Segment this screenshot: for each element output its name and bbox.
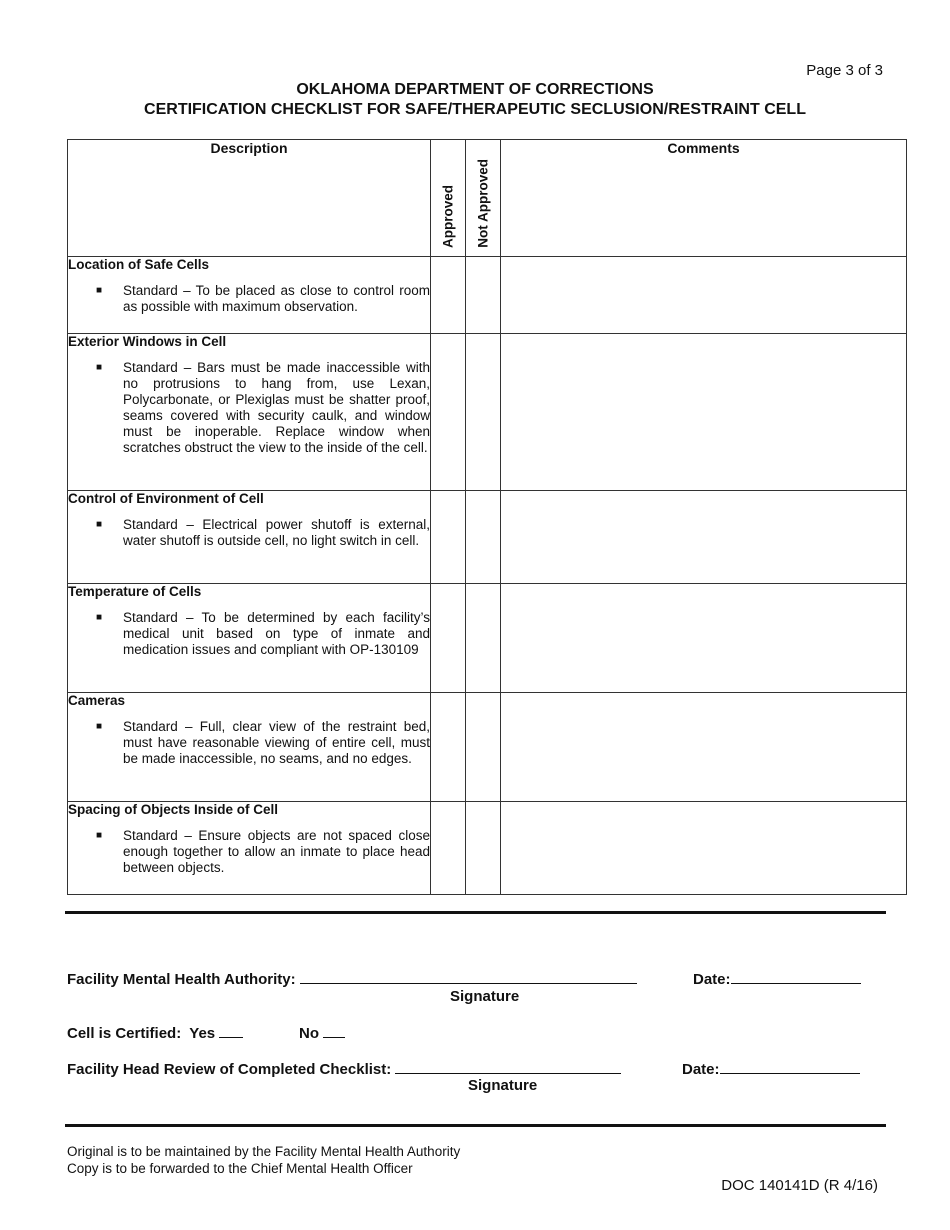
comments-cell[interactable] [501, 802, 907, 895]
approved-checkbox-cell[interactable] [431, 802, 466, 895]
approved-checkbox-cell[interactable] [431, 491, 466, 584]
not-approved-checkbox-cell[interactable] [466, 584, 501, 693]
description-header: Description [68, 140, 431, 257]
approved-checkbox-cell[interactable] [431, 334, 466, 491]
comments-header: Comments [501, 140, 907, 257]
description-cell [68, 257, 431, 334]
yes-label: Yes [189, 1025, 216, 1042]
row-standard: Standard – Electrical power shutoff is external, water shutoff is outside cell, no light switch in cell. [123, 517, 430, 548]
row-standard: Standard – To be determined by each facility’s medical unit based on type of inmate and medication issues and compliant with OP-130109 [123, 610, 430, 657]
bullet-icon: ■ [96, 285, 103, 296]
not-approved-checkbox-cell[interactable] [466, 491, 501, 584]
head-review-signature-caption: Signature [468, 1077, 538, 1094]
table-row [68, 334, 907, 491]
description-cell [68, 802, 431, 895]
table-row [68, 491, 907, 584]
not-approved-header: Not Approved [466, 140, 501, 257]
approved-checkbox-cell[interactable] [431, 584, 466, 693]
divider-top [65, 911, 886, 914]
doc-number: DOC 140141D (R 4/16) [721, 1177, 878, 1194]
divider-bottom [65, 1124, 886, 1127]
certified-label: Cell is Certified: [67, 1025, 182, 1042]
certified-row [67, 1023, 243, 1042]
table-header-row [68, 140, 907, 257]
mh-authority-date-field[interactable] [731, 969, 861, 984]
footer-line-2: Copy is to be forwarded to the Chief Mental Health Officer [67, 1161, 413, 1176]
table-row [68, 584, 907, 693]
head-review-label: Facility Head Review of Completed Checklist: [67, 1061, 392, 1078]
mh-authority-signature-field[interactable] [300, 969, 637, 984]
page-subtitle: CERTIFICATION CHECKLIST FOR SAFE/THERAPEUTIC SECLUSION/RESTRAINT CELL [144, 101, 806, 118]
row-title: Temperature of Cells [68, 584, 202, 599]
row-title: Cameras [68, 693, 126, 708]
page-title: OKLAHOMA DEPARTMENT OF CORRECTIONS [296, 81, 654, 98]
certified-no-row [299, 1023, 345, 1042]
not-approved-checkbox-cell[interactable] [466, 257, 501, 334]
no-label: No [299, 1025, 319, 1042]
comments-cell[interactable] [501, 491, 907, 584]
table-row [68, 257, 907, 334]
certified-yes-field[interactable] [219, 1023, 243, 1038]
bullet-icon: ■ [96, 721, 103, 732]
head-review-date-field[interactable] [720, 1059, 860, 1074]
not-approved-checkbox-cell[interactable] [466, 334, 501, 491]
head-review-date-row [682, 1059, 860, 1078]
row-standard: Standard – Bars must be made inaccessible with no protrusions to hang from, use Lexan, Polycarbonate, or Plexiglas must be shatter proof, seams covered with security caulk, and window must be inoperable. Replace window when scratches obstruct the view to the inside of the cell. [123, 360, 430, 455]
description-cell [68, 334, 431, 491]
head-review-signature-field[interactable] [395, 1059, 621, 1074]
comments-cell[interactable] [501, 257, 907, 334]
not-approved-checkbox-cell[interactable] [466, 693, 501, 802]
head-review-row [67, 1059, 621, 1078]
row-title: Location of Safe Cells [68, 257, 210, 272]
footer-line-1: Original is to be maintained by the Facility Mental Health Authority [67, 1144, 461, 1159]
mh-authority-label: Facility Mental Health Authority: [67, 971, 296, 988]
description-cell [68, 693, 431, 802]
row-title: Exterior Windows in Cell [68, 334, 227, 349]
page-number: Page 3 of 3 [806, 62, 883, 79]
approved-checkbox-cell[interactable] [431, 257, 466, 334]
bullet-icon: ■ [96, 362, 103, 373]
bullet-icon: ■ [96, 612, 103, 623]
row-title: Control of Environment of Cell [68, 491, 264, 506]
row-standard: Standard – Full, clear view of the restraint bed, must have reasonable viewing of entire cell, must be made inaccessible, no seams, and no edges. [123, 719, 430, 766]
table-row [68, 693, 907, 802]
mh-authority-signature-caption: Signature [450, 988, 520, 1005]
comments-cell[interactable] [501, 334, 907, 491]
table-row [68, 802, 907, 895]
row-title: Spacing of Objects Inside of Cell [68, 802, 279, 817]
certified-no-field[interactable] [323, 1023, 345, 1038]
row-standard: Standard – Ensure objects are not spaced close enough together to allow an inmate to place head between objects. [123, 828, 430, 875]
comments-cell[interactable] [501, 693, 907, 802]
row-standard: Standard – To be placed as close to control room as possible with maximum observation. [123, 283, 430, 314]
approved-header: Approved [431, 140, 466, 257]
approved-checkbox-cell[interactable] [431, 693, 466, 802]
comments-cell[interactable] [501, 584, 907, 693]
description-cell [68, 491, 431, 584]
bullet-icon: ■ [96, 830, 103, 841]
date-label: Date: [693, 971, 731, 988]
bullet-icon: ■ [96, 519, 103, 530]
date-label: Date: [682, 1061, 720, 1078]
checklist-table [67, 139, 907, 895]
not-approved-checkbox-cell[interactable] [466, 802, 501, 895]
description-cell [68, 584, 431, 693]
mh-authority-date-row [693, 969, 861, 988]
mh-authority-row [67, 969, 637, 988]
